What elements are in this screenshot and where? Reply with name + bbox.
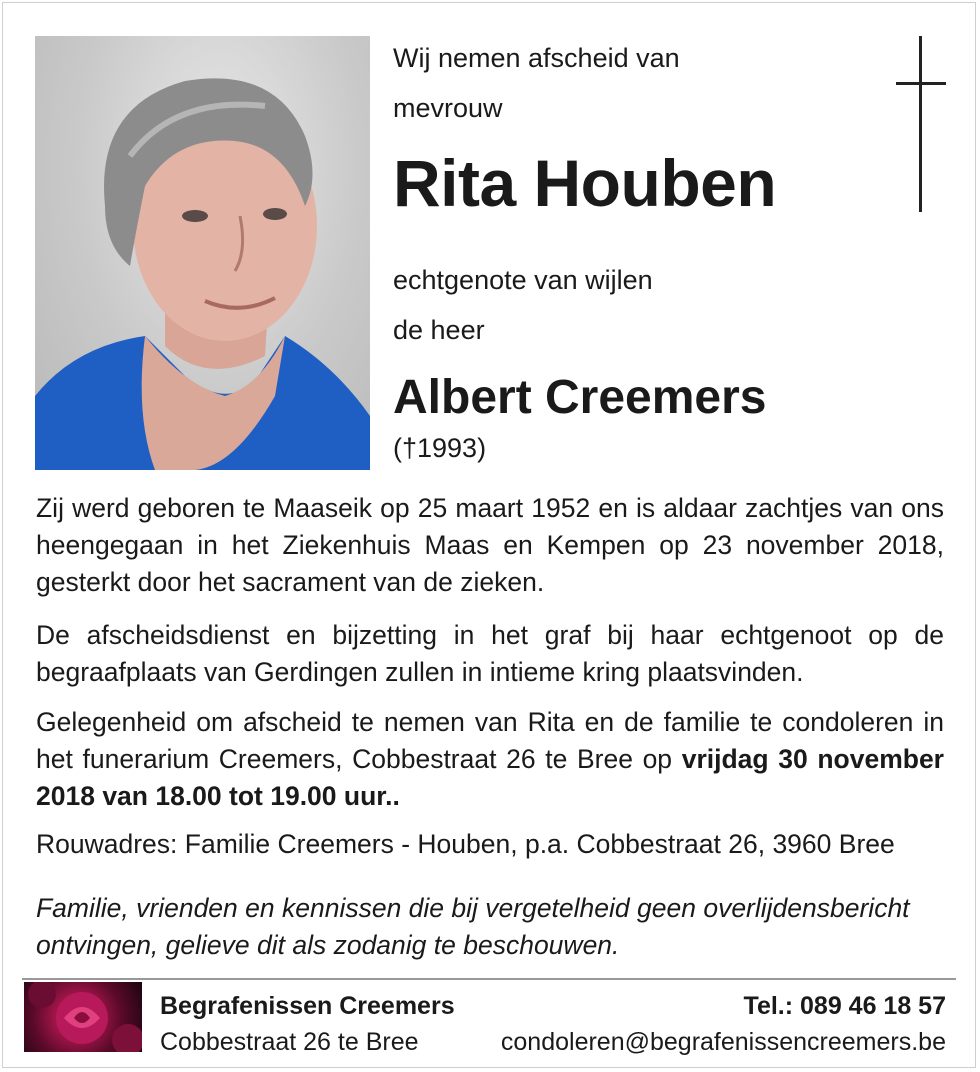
condolence-paragraph — [36, 704, 944, 815]
intro-line-2: mevrouw — [393, 93, 503, 123]
rose-icon — [24, 982, 142, 1052]
footer-divider — [22, 978, 956, 980]
company-address: Cobbestraat 26 te Bree — [160, 1028, 419, 1056]
portrait-photo — [35, 36, 370, 470]
cross-icon — [896, 36, 946, 212]
spouse-death-year: (†1993) — [393, 433, 487, 463]
service-paragraph: De afscheidsdienst en bijzetting in het graf bij haar echtgenoot op de begraafplaats van Gerdingen zullen in intieme kring plaatsvinden. — [36, 620, 944, 687]
company-name: Begrafenissen Creemers — [160, 992, 455, 1020]
deceased-name: Rita Houben — [393, 146, 777, 220]
company-email[interactable]: condoleren@begrafenissencreemers.be — [500, 1028, 946, 1056]
condolence-end: . — [392, 781, 400, 811]
spouse-name: Albert Creemers — [393, 371, 767, 424]
notice-note: Familie, vrienden en kennissen die bij vergetelheid geen overlijdensbericht ontvingen, gelieve dit als zodanig te beschouwen. — [36, 893, 910, 960]
condolence-date: vrijdag 30 november 2018 van 18.00 tot 19.00 uur. — [36, 744, 944, 811]
relation-line-1: echtgenote van wijlen — [393, 265, 653, 295]
condolence-text: Gelegenheid om afscheid te nemen van Rita en de familie te condoleren in het funerarium Creemers, Cobbestraat 26 te Bree op — [36, 707, 944, 774]
company-phone[interactable]: Tel.: 089 46 18 57 — [743, 992, 946, 1020]
relation-line-2: de heer — [393, 315, 485, 345]
birth-paragraph: Zij werd geboren te Maaseik op 25 maart 1952 en is aldaar zachtjes van ons heengegaan in het Ziekenhuis Maas en Kempen op 23 november 2018, gesterkt door het sacrament van de zieken. — [36, 493, 944, 597]
mourning-address: Rouwadres: Familie Creemers - Houben, p.a. Cobbestraat 26, 3960 Bree — [36, 829, 895, 859]
intro-line-1: Wij nemen afscheid van — [393, 43, 680, 73]
